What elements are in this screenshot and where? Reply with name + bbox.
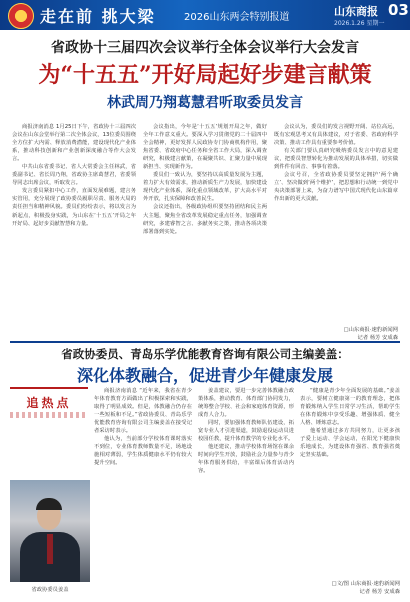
paragraph: 发言委员紧扣中心工作，直面发展难题，建言务实管用，充分展现了政协委员履职尽责、服务大局的责任担当和精神风貌。委员们纷纷表示，将以发言为新起点，积极投身实践，为山东在‘十五五’开局之年开好局、起好步贡献智慧和力量。 [12, 188, 136, 227]
story1-credit: 记者 杨芳 安成森 [357, 335, 398, 341]
story2-credit: 记者 杨芳 安成森 [359, 589, 400, 595]
paragraph: 会议还指出，各级政协组织要坚持团结和民主两大主题，聚焦全省改革发展稳定重点任务，加强调查研究，多建睿智之言、多献务实之策，推动各项决策部署落到实处。 [143, 204, 267, 235]
masthead-subtitle: 2026山东两会特别报道 [184, 12, 290, 23]
paragraph: 会议指出，今年是‘十五五’规划开局之年，做好全年工作意义重大。要深入学习贯彻党的二十届四中全会精神，更好发挥人民政协专门协商机构作用，聚焦省委、省政府中心任务和全省工作大局，深入调查研究，积极建言献策，在凝聚共识、汇聚力量中展现新担当、实现新作为。 [143, 124, 267, 171]
newspaper-name: 山东商报 [334, 5, 378, 18]
issue-date: 2026.1.26 星期一 [334, 20, 385, 27]
story1-column-3 [274, 123, 398, 323]
paragraph: 同时，要加强体育教师队伍建设，拓宽专业人才引进渠道，鼓励退役运动员进校园任教，提升体育教学的专业化水平。 [198, 420, 294, 443]
paragraph: 中共山东省委书记、省人大常委会主任林武，省委副书记、省长周乃翔，省政协主席葛慧君，省委领导同志出席会议，听取发言。 [12, 164, 136, 187]
paragraph: 他还建议，推动学校体育场馆在课余时间向学生开放，鼓励社会力量参与青少年体育服务供给，丰富课后体育活动内容。 [198, 444, 294, 475]
paragraph: 商报济南消息 “近年来，我省在青少年体育教育方面做出了积极探索和实践，取得了明显成效。但是，体教融合仍存在一些短板和不足。”省政协委员、青岛乐学优能教育咨询有限公司主编姜盖在接受记者采访时表示。 [94, 388, 192, 435]
photo-tie-shape [47, 534, 53, 564]
story1-byline: □山东商报·速豹新闻网 [343, 327, 398, 333]
paragraph: 商报济南消息 1月25日下午，省政协十三届四次会议在山东会堂举行第二次全体会议，13位委员围绕全方位扩大内需、释放消费潜能，建设现代化产业体系，推动科技创新和产业创新深度融合等作大会发言。 [12, 124, 136, 163]
story1-headline: 为“十五五”开好局起好步建言献策 [38, 62, 372, 88]
hot-topic-decoration [10, 412, 88, 418]
paragraph: “健康是青少年全面发展的基础。”姜盖表示，要树立健康第一的教育理念，把体育锻炼纳入学生日常学习生活，帮助学生在体育锻炼中享受乐趣、增强体质、健全人格、锤炼意志。 [300, 388, 400, 427]
masthead-title: 走在前 挑大梁 [40, 7, 156, 26]
photo-caption: 省政协委员姜盖 [31, 587, 69, 593]
paragraph: 他希望通过多方共同努力，让更多孩子爱上运动、学会运动，在阳光下健康快乐地成长，为建设体育强省、教育强省奠定坚实基础。 [300, 428, 400, 459]
story2-kicker: 省政协委员、青岛乐学优能教育咨询有限公司主编姜盖： [61, 347, 349, 361]
paragraph: 会议认为，委员们的发言视野开阔、站位高远，既有宏观思考又有具体建议，对于省委、省政府科学决策、推动工作具有重要参考价值。 [274, 124, 398, 147]
story2-headline: 深化体教融合，促进青少年健康发展 [76, 366, 333, 385]
story2-column-2 [198, 387, 294, 595]
story1-subhead: 林武周乃翔葛慧君听取委员发言 [107, 95, 303, 111]
hot-topic-title: 追热点 [26, 396, 72, 410]
photo-hair-shape [36, 498, 62, 510]
story2-byline: □文/图 山东商报·速豹新闻网 [331, 581, 400, 587]
section-divider [10, 341, 400, 343]
masthead [0, 0, 410, 30]
paragraph: 委员们一致认为，要坚持以高质量发展为主题，着力扩大有效需求，推动新质生产力发展，加快建设现代化产业体系，深化重点领域改革，扩大高水平对外开放，扎实保障和改善民生。 [143, 172, 267, 203]
story1-column-1 [12, 123, 136, 337]
emblem-icon [8, 3, 34, 29]
story1-column-2 [143, 123, 267, 337]
paragraph: 姜盖建议，要进一步完善体教融合政策体系，推动教育、体育部门协同发力，统筹整合学校、社会和家庭体育资源，形成育人合力。 [198, 388, 294, 419]
story2-column-1 [94, 387, 192, 595]
paragraph: 会议号召，全省政协委员要坚定拥护‘两个确立’、坚决做到‘两个维护’，把思想和行动统一到党中央决策部署上来，为奋力谱写中国式现代化山东篇章作出新的更大贡献。 [274, 172, 398, 203]
paragraph: 有关部门要认真研究吸纳委员发言中的意见建议，把委员智慧转化为推动发展的具体举措，切实做到件件有回音、事事有着落。 [274, 148, 398, 171]
portrait-photo [10, 480, 90, 582]
paragraph: 他认为，当前部分学校体育课时落实不到位，专业体育教师数量不足，场地设施相对薄弱，学生体质健康水平仍有较大提升空间。 [94, 436, 192, 467]
page-number: 03 [388, 1, 409, 19]
story2-column-3 [300, 387, 400, 573]
story1-kicker: 省政协十三届四次会议举行全体会议举行大会发言 [51, 40, 359, 56]
